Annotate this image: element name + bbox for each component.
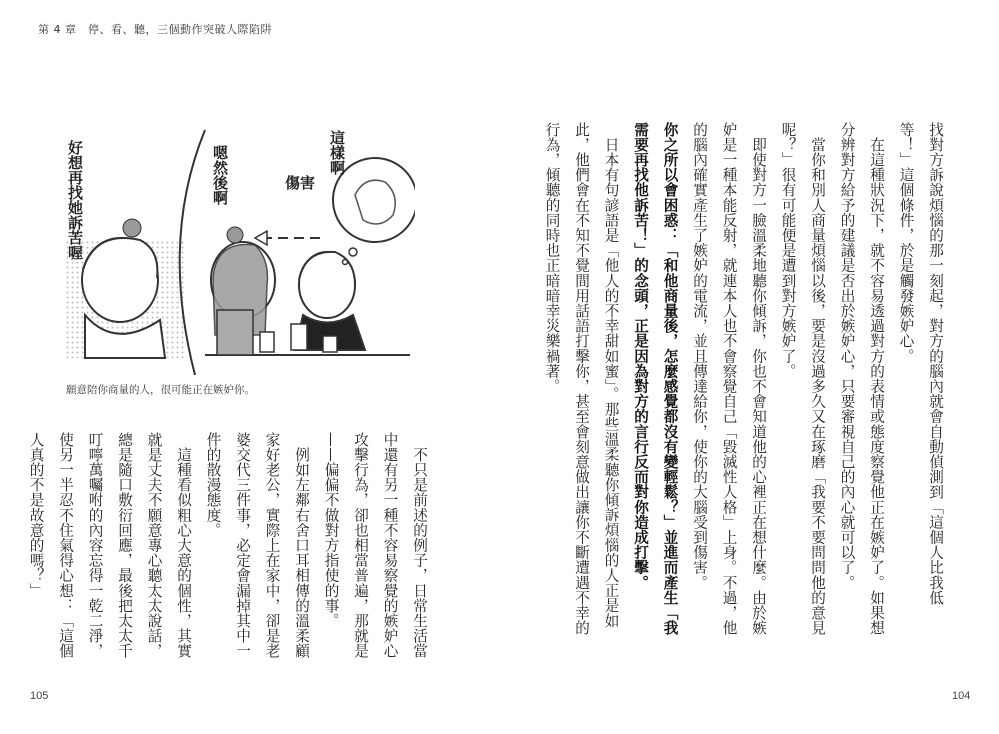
paragraph: 日本有句諺語是「他人的不幸甜如蜜」。那些溫柔聽你傾訴煩惱的人正是如此，他們會在不知不覺間用話語打擊你，甚至會刻意做出讓你不斷遭遇不幸的行為，傾聽的同時也正暗暗幸災樂禍著。 [543, 122, 620, 636]
bubble-right-text: 這樣啊 [328, 130, 346, 175]
mid-label: 傷害 [285, 174, 316, 192]
cup [260, 332, 274, 352]
chapter-header: 第 4 章 停、看、聽，三個動作突破人際陷阱 [38, 23, 272, 36]
page-number-left: 105 [30, 690, 49, 702]
paragraph: 即使對方一臉溫柔地聽你傾訴，你也不會知道他的心裡正在想什麼。由於嫉妒是一種本能反射，就連本人也不會察覺自己「毀滅性人格」上身。不過，他的腦內確實產生了嫉妒的電流，並且傳達給你，使你的大腦受到傷害。 [691, 122, 767, 636]
illustration-caption: 願意陪你商量的人，很可能正在嫉妒你。 [66, 384, 255, 396]
paragraph: 例如左鄰右舍口耳相傳的溫柔顧家好老公，實際上在家中，卻是老婆交代三件事，必定會漏掉其中一件的散漫態度。 [204, 432, 310, 659]
paragraph: 不只是前述的例子，日常生活當中還有另一種不容易察覺的嫉妒心攻擊行為，卻也相當普遍，那就是——偏偏不做對方指使的事。 [322, 432, 428, 659]
comic-illustration [55, 110, 415, 378]
cup [323, 336, 337, 352]
emphasis-paragraph: 你之所以會困惑：「和他商量後，怎麼感覺都沒有變輕鬆？」並進而產生「我需要再找他訴苦！」的念頭，正是因為對方的言行反而對你造成打擊。 [632, 122, 679, 636]
cup [291, 324, 307, 350]
right-page-text [543, 122, 950, 642]
paragraph: 在這種狀況下，就不容易透過對方的表情或態度察覺他正在嫉妒了。如果想分辨對方給予的建議是否出於嫉妒心，只要審視自己的內心就可以了。 [838, 122, 885, 636]
person-left [82, 238, 165, 358]
page-number-right: 104 [952, 690, 971, 702]
paragraph: 找對方訴說煩惱的那一刻起，對方的腦內就會自動偵測到「這個人比我低等！」這個條件，於是觸發嫉妒心。 [897, 122, 944, 606]
paragraph: 這種看似粗心大意的個性，其實就是丈夫不願意專心聽太太說話，總是隨口敷衍回應，最後把太太千叮嚀萬囑咐的內容忘得一乾二淨，使另一半忍不住氣得心想：「這個人真的不是故意的嗎？」 [27, 432, 192, 659]
left-page-text [27, 432, 434, 664]
shock-mark [227, 227, 243, 243]
bubble-left-text: 好想再找她訴苦喔 [66, 140, 84, 260]
paragraph: 當你和別人商量煩惱以後，要是沒過多久又在琢磨「我要不要問問他的意見呢？」很有可能便是遭到對方嫉妒了。 [779, 122, 826, 636]
illustration [55, 110, 415, 378]
shock-mark [123, 219, 141, 237]
hurt-arrows [255, 231, 320, 245]
bubble-mid-text: 嗯然後啊 [211, 145, 229, 205]
